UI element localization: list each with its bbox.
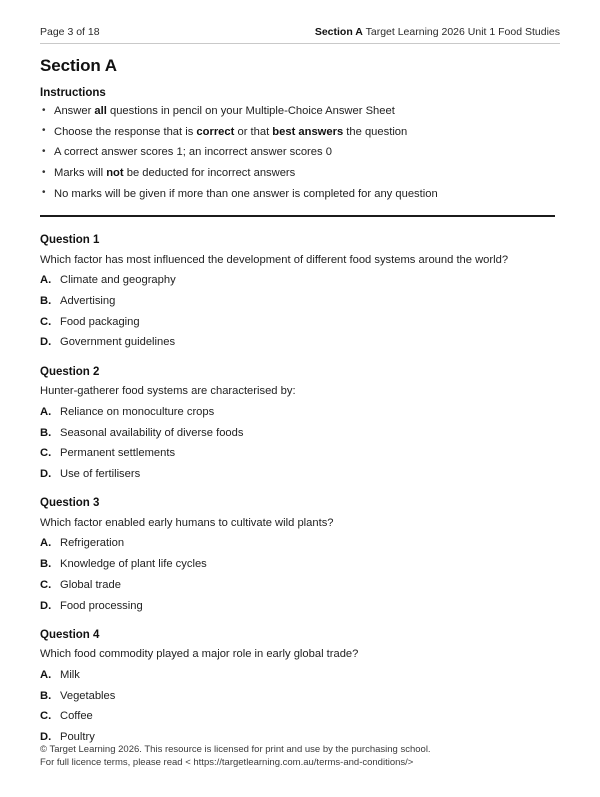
section-divider — [40, 215, 555, 217]
option-text: Government guidelines — [60, 336, 176, 349]
answer-option[interactable] — [40, 559, 560, 570]
answer-options-list — [40, 670, 560, 743]
answer-option[interactable] — [40, 691, 560, 702]
question-number: Question 3 — [40, 497, 100, 510]
answer-option[interactable] — [40, 428, 560, 439]
answer-option[interactable] — [40, 601, 560, 612]
option-letter: B. — [40, 558, 52, 571]
option-letter: C. — [40, 447, 52, 460]
instruction-item: • No marks will be given if more than one answer is completed for any question — [40, 189, 560, 200]
question-block — [40, 629, 560, 744]
answer-option[interactable] — [40, 538, 560, 549]
page-footer — [40, 744, 560, 770]
answer-option[interactable] — [40, 711, 560, 722]
option-letter: D. — [40, 731, 52, 744]
instructions-heading: Instructions — [40, 87, 106, 99]
questions-container — [40, 234, 560, 743]
answer-options-list — [40, 407, 560, 480]
option-text: Food packaging — [60, 315, 140, 328]
footer-copyright-line: © Target Learning 2026. This resource is licensed for print and use by the purchasing school. — [40, 744, 431, 756]
question-block — [40, 234, 560, 349]
answer-option[interactable] — [40, 670, 560, 681]
option-text: Climate and geography — [60, 274, 176, 287]
option-letter: C. — [40, 710, 52, 723]
answer-option[interactable] — [40, 448, 560, 459]
question-stem: Which factor has most influenced the development of different food systems around the world? — [40, 253, 509, 266]
answer-option[interactable] — [40, 337, 560, 348]
header-source-text: Target Learning 2026 Unit 1 Food Studies — [365, 26, 560, 38]
instructions-list — [40, 106, 560, 200]
option-letter: A. — [40, 668, 52, 681]
answer-option[interactable] — [40, 296, 560, 307]
page-title: Section A — [40, 56, 117, 75]
option-letter: C. — [40, 315, 52, 328]
option-text: Poultry — [60, 731, 95, 744]
answer-option[interactable] — [40, 732, 560, 743]
answer-options-list — [40, 275, 560, 348]
option-text: Reliance on monoculture crops — [60, 405, 215, 418]
option-text: Advertising — [60, 294, 116, 307]
header-section-label: Section A — [314, 26, 363, 38]
option-letter: B. — [40, 689, 52, 702]
question-stem: Which food commodity played a major role in early global trade? — [40, 648, 359, 661]
page-number-label: Page 3 of 18 — [40, 26, 100, 38]
option-letter: A. — [40, 405, 52, 418]
answer-option[interactable] — [40, 469, 560, 480]
option-text: Seasonal availability of diverse foods — [60, 426, 244, 439]
instruction-item: • Choose the response that is correct or that best answers the question — [40, 127, 560, 138]
answer-option[interactable] — [40, 580, 560, 591]
option-text: Refrigeration — [60, 537, 125, 550]
question-stem: Which factor enabled early humans to cultivate wild plants? — [40, 516, 334, 529]
question-stem: Hunter-gatherer food systems are characterised by: — [40, 385, 296, 398]
answer-option[interactable] — [40, 317, 560, 328]
instruction-item: • Answer all questions in pencil on your Multiple-Choice Answer Sheet — [40, 106, 560, 117]
option-letter: A. — [40, 537, 52, 550]
option-letter: D. — [40, 599, 52, 612]
option-letter: D. — [40, 467, 52, 480]
option-text: Milk — [60, 668, 80, 681]
answer-option[interactable] — [40, 275, 560, 286]
option-letter: B. — [40, 426, 52, 439]
option-letter: C. — [40, 578, 52, 591]
header-source-label — [315, 26, 560, 38]
answer-options-list — [40, 538, 560, 611]
footer-licence-line: For full licence terms, please read < https://targetlearning.com.au/terms-and-conditions/> — [40, 757, 414, 769]
option-text: Vegetables — [60, 689, 116, 702]
running-header — [40, 26, 560, 44]
option-letter: A. — [40, 274, 52, 287]
instruction-item: • Marks will not be deducted for incorrect answers — [40, 168, 560, 179]
answer-option[interactable] — [40, 407, 560, 418]
option-text: Permanent settlements — [60, 447, 176, 460]
question-number: Question 4 — [40, 628, 100, 641]
option-text: Use of fertilisers — [60, 467, 141, 480]
question-block — [40, 366, 560, 481]
option-text: Coffee — [60, 710, 93, 723]
question-block — [40, 497, 560, 612]
instruction-item: • A correct answer scores 1; an incorrect answer scores 0 — [40, 147, 560, 158]
question-number: Question 1 — [40, 234, 100, 247]
option-text: Global trade — [60, 578, 121, 591]
option-letter: B. — [40, 294, 52, 307]
option-text: Knowledge of plant life cycles — [60, 558, 207, 571]
option-letter: D. — [40, 336, 52, 349]
option-text: Food processing — [60, 599, 143, 612]
question-number: Question 2 — [40, 365, 100, 378]
